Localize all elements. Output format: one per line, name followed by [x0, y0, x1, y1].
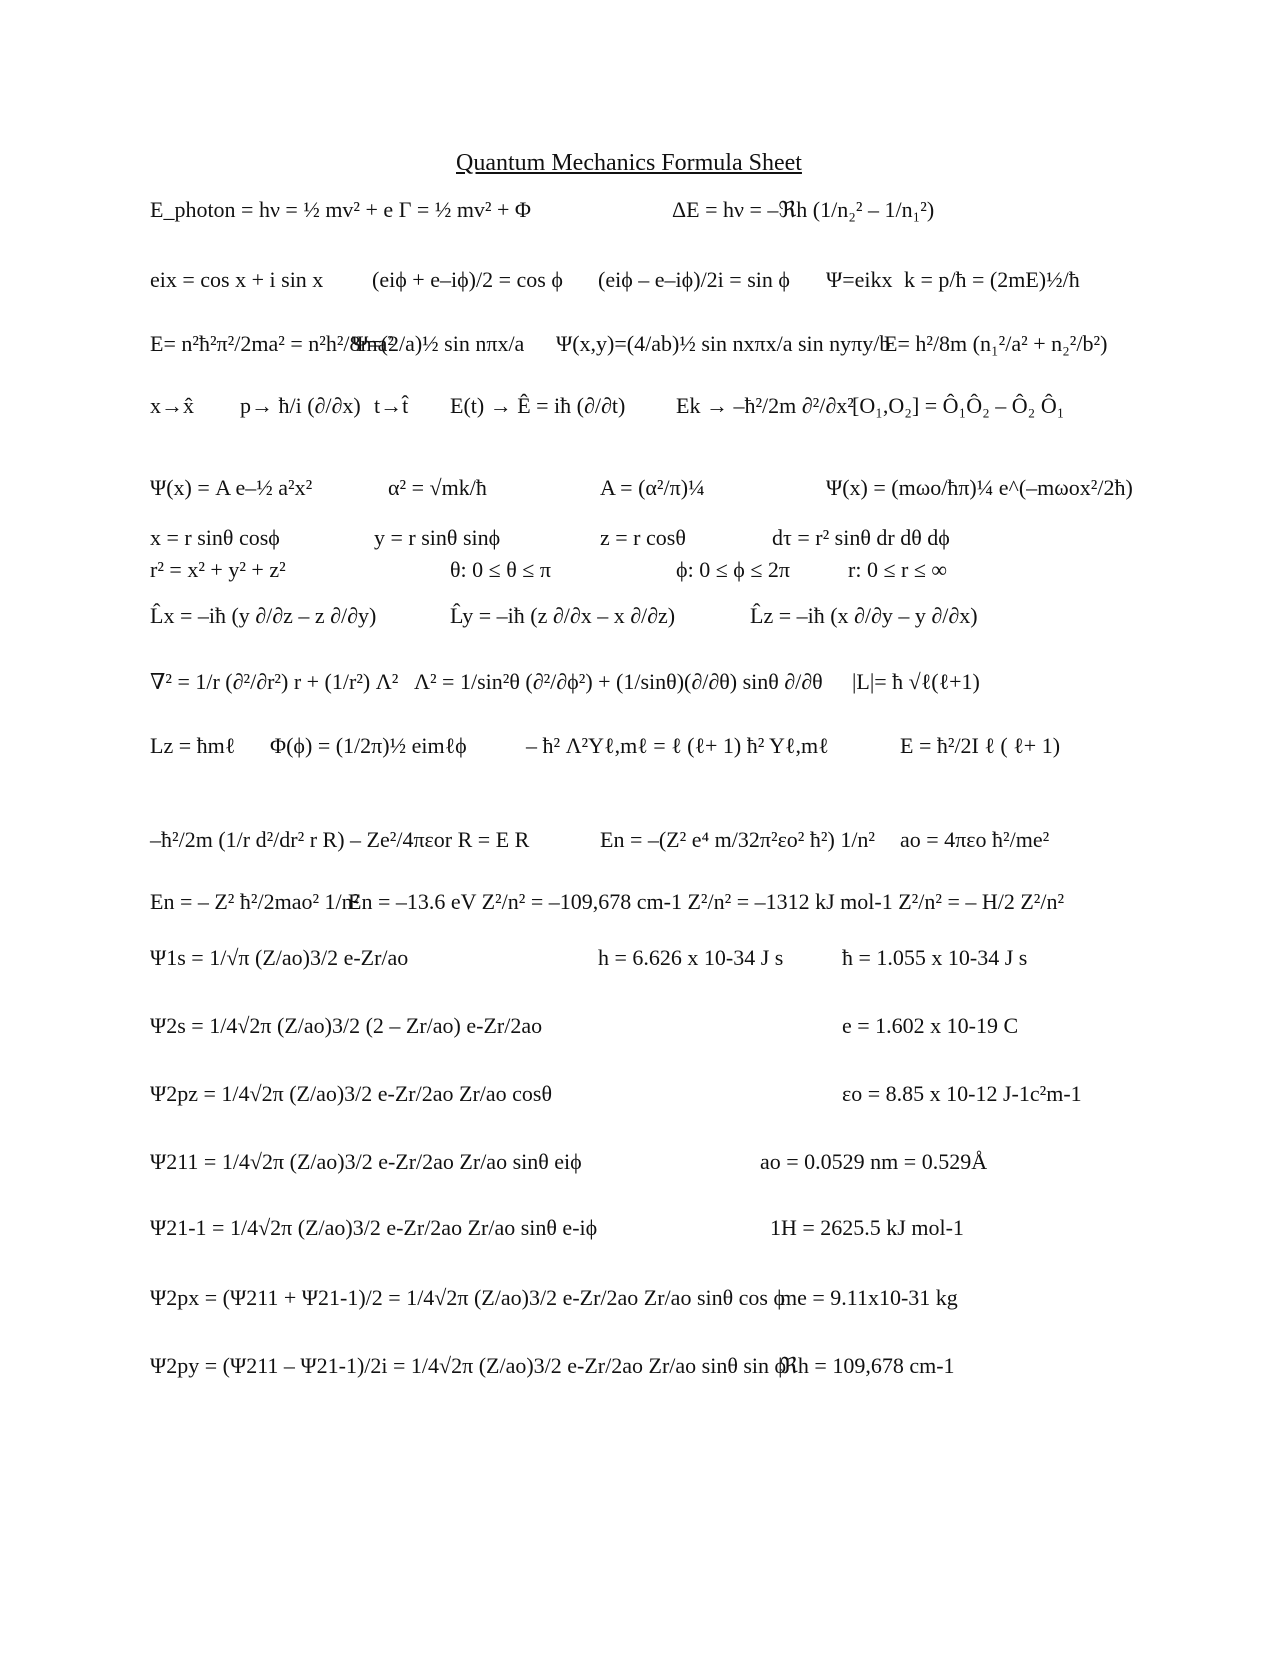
- formula: [O₁,O₂] = Ô₁Ô₂ – Ô₂ Ô₁: [852, 393, 1065, 418]
- formula: Ψ1s = 1/√π (Z/ao)3/2 e-Zr/ao: [150, 945, 409, 970]
- formula: Ψ=eikx: [826, 267, 893, 292]
- formula: ao = 0.0529 nm = 0.529Å: [760, 1149, 988, 1174]
- formula: Ψ=(2/a)½ sin nπx/a: [352, 331, 525, 356]
- formula: E(t) → Ê = iħ (∂/∂t): [450, 393, 626, 418]
- formula: |L|= ħ √ℓ(ℓ+1): [852, 669, 980, 694]
- formula: θ: 0 ≤ θ ≤ π: [450, 557, 551, 582]
- formula: Ψ2px = (Ψ211 + Ψ21-1)/2 = 1/4√2π (Z/ao)3/2 e-Zr/2ao Zr/ao sinθ cos ϕ: [150, 1285, 786, 1310]
- formula: L̂z = –iħ (x ∂/∂y – y ∂/∂x): [750, 603, 978, 628]
- formula: Ψ2pz = 1/4√2π (Z/ao)3/2 e-Zr/2ao Zr/ao cosθ: [150, 1081, 553, 1106]
- formula: ϕ: 0 ≤ ϕ ≤ 2π: [676, 557, 791, 582]
- formula: En = –(Z² e⁴ m/32π²εo² ħ²) 1/n²: [600, 827, 876, 852]
- formula: ℜh = 109,678 cm-1: [780, 1353, 955, 1378]
- formula: k = p/ħ = (2mE)½/ħ: [904, 267, 1080, 292]
- formula: E= h²/8m (n₁²/a² + n₂²/b²): [884, 331, 1108, 356]
- formula: Λ² = 1/sin²θ (∂²/∂ϕ²) + (1/sinθ)(∂/∂θ) sinθ ∂/∂θ: [414, 669, 823, 694]
- formula: me = 9.11x10-31 kg: [780, 1285, 958, 1310]
- formula: εo = 8.85 x 10-12 J-1c²m-1: [842, 1081, 1082, 1106]
- formula: En = – Z² ħ²/2mao² 1/n²: [150, 889, 360, 914]
- formula: α² = √mk/ħ: [388, 475, 487, 500]
- formula: h = 6.626 x 10-34 J s: [598, 945, 784, 970]
- formula: (eiϕ + e–iϕ)/2 = cos ϕ: [372, 267, 563, 292]
- formula: t→t̂: [374, 393, 409, 418]
- formula: E_photon = hν = ½ mv² + e Γ = ½ mv² + Φ: [150, 197, 532, 222]
- formula: Ψ(x) = A e–½ a²x²: [150, 475, 313, 500]
- formula: – ħ² Λ²Yℓ,mℓ = ℓ (ℓ+ 1) ħ² Yℓ,mℓ: [526, 733, 829, 758]
- formula: Ψ2py = (Ψ211 – Ψ21-1)/2i = 1/4√2π (Z/ao)3/2 e-Zr/2ao Zr/ao sinθ sin ϕ: [150, 1353, 787, 1378]
- formula: Lz = ħmℓ: [150, 733, 236, 758]
- formula: ao = 4πεo ħ²/me²: [900, 827, 1050, 852]
- formula: L̂y = –iħ (z ∂/∂x – x ∂/∂z): [450, 603, 676, 628]
- formula: Ψ21-1 = 1/4√2π (Z/ao)3/2 e-Zr/2ao Zr/ao sinθ e-iϕ: [150, 1215, 598, 1240]
- formula: y = r sinθ sinϕ: [374, 525, 501, 550]
- formula: z = r cosθ: [600, 525, 686, 550]
- formula: Φ(ϕ) = (1/2π)½ eimℓϕ: [270, 733, 467, 758]
- page-title: Quantum Mechanics Formula Sheet: [456, 150, 802, 176]
- formula: –ħ²/2m (1/r d²/dr² r R) – Ze²/4πεor R = E R: [150, 827, 530, 852]
- formula: p→ ħ/i (∂/∂x): [240, 393, 361, 418]
- formula: 1H = 2625.5 kJ mol-1: [770, 1215, 964, 1240]
- formula: Ψ211 = 1/4√2π (Z/ao)3/2 e-Zr/2ao Zr/ao sinθ eiϕ: [150, 1149, 582, 1174]
- formula: E= n²ħ²π²/2ma² = n²h²/8ma²: [150, 331, 395, 356]
- formula: (eiϕ – e–iϕ)/2i = sin ϕ: [598, 267, 790, 292]
- formula: dτ = r² sinθ dr dθ dϕ: [772, 525, 950, 550]
- formula: x = r sinθ cosϕ: [150, 525, 280, 550]
- formula: A = (α²/π)¼: [600, 475, 705, 500]
- formula: Ψ(x,y)=(4/ab)½ sin nxπx/a sin nyπy/b: [556, 331, 891, 356]
- formula: Ψ(x) = (mωo/ħπ)¼ e^(–mωox²/2ħ): [826, 475, 1133, 500]
- formula: x→x̂: [150, 393, 194, 418]
- formula: Ek → –ħ²/2m ∂²/∂x²: [676, 393, 854, 418]
- formula: E = ħ²/2I ℓ ( ℓ+ 1): [900, 733, 1061, 758]
- formula: e = 1.602 x 10-19 C: [842, 1013, 1019, 1038]
- formula: Ψ2s = 1/4√2π (Z/ao)3/2 (2 – Zr/ao) e-Zr/2ao: [150, 1013, 543, 1038]
- formula: ∇² = 1/r (∂²/∂r²) r + (1/r²) Λ²: [150, 669, 399, 694]
- formula: ħ = 1.055 x 10-34 J s: [842, 945, 1028, 970]
- formula: ΔE = hν = –ℜh (1/n₂² – 1/n₁²): [672, 197, 935, 222]
- formula: eix = cos x + i sin x: [150, 267, 324, 292]
- formula: r² = x² + y² + z²: [150, 557, 286, 582]
- formula: r: 0 ≤ r ≤ ∞: [848, 557, 948, 582]
- formula: L̂x = –iħ (y ∂/∂z – z ∂/∂y): [150, 603, 377, 628]
- formula: En = –13.6 eV Z²/n² = –109,678 cm-1 Z²/n² = –1312 kJ mol-1 Z²/n² = – H/2 Z²/n²: [348, 889, 1065, 914]
